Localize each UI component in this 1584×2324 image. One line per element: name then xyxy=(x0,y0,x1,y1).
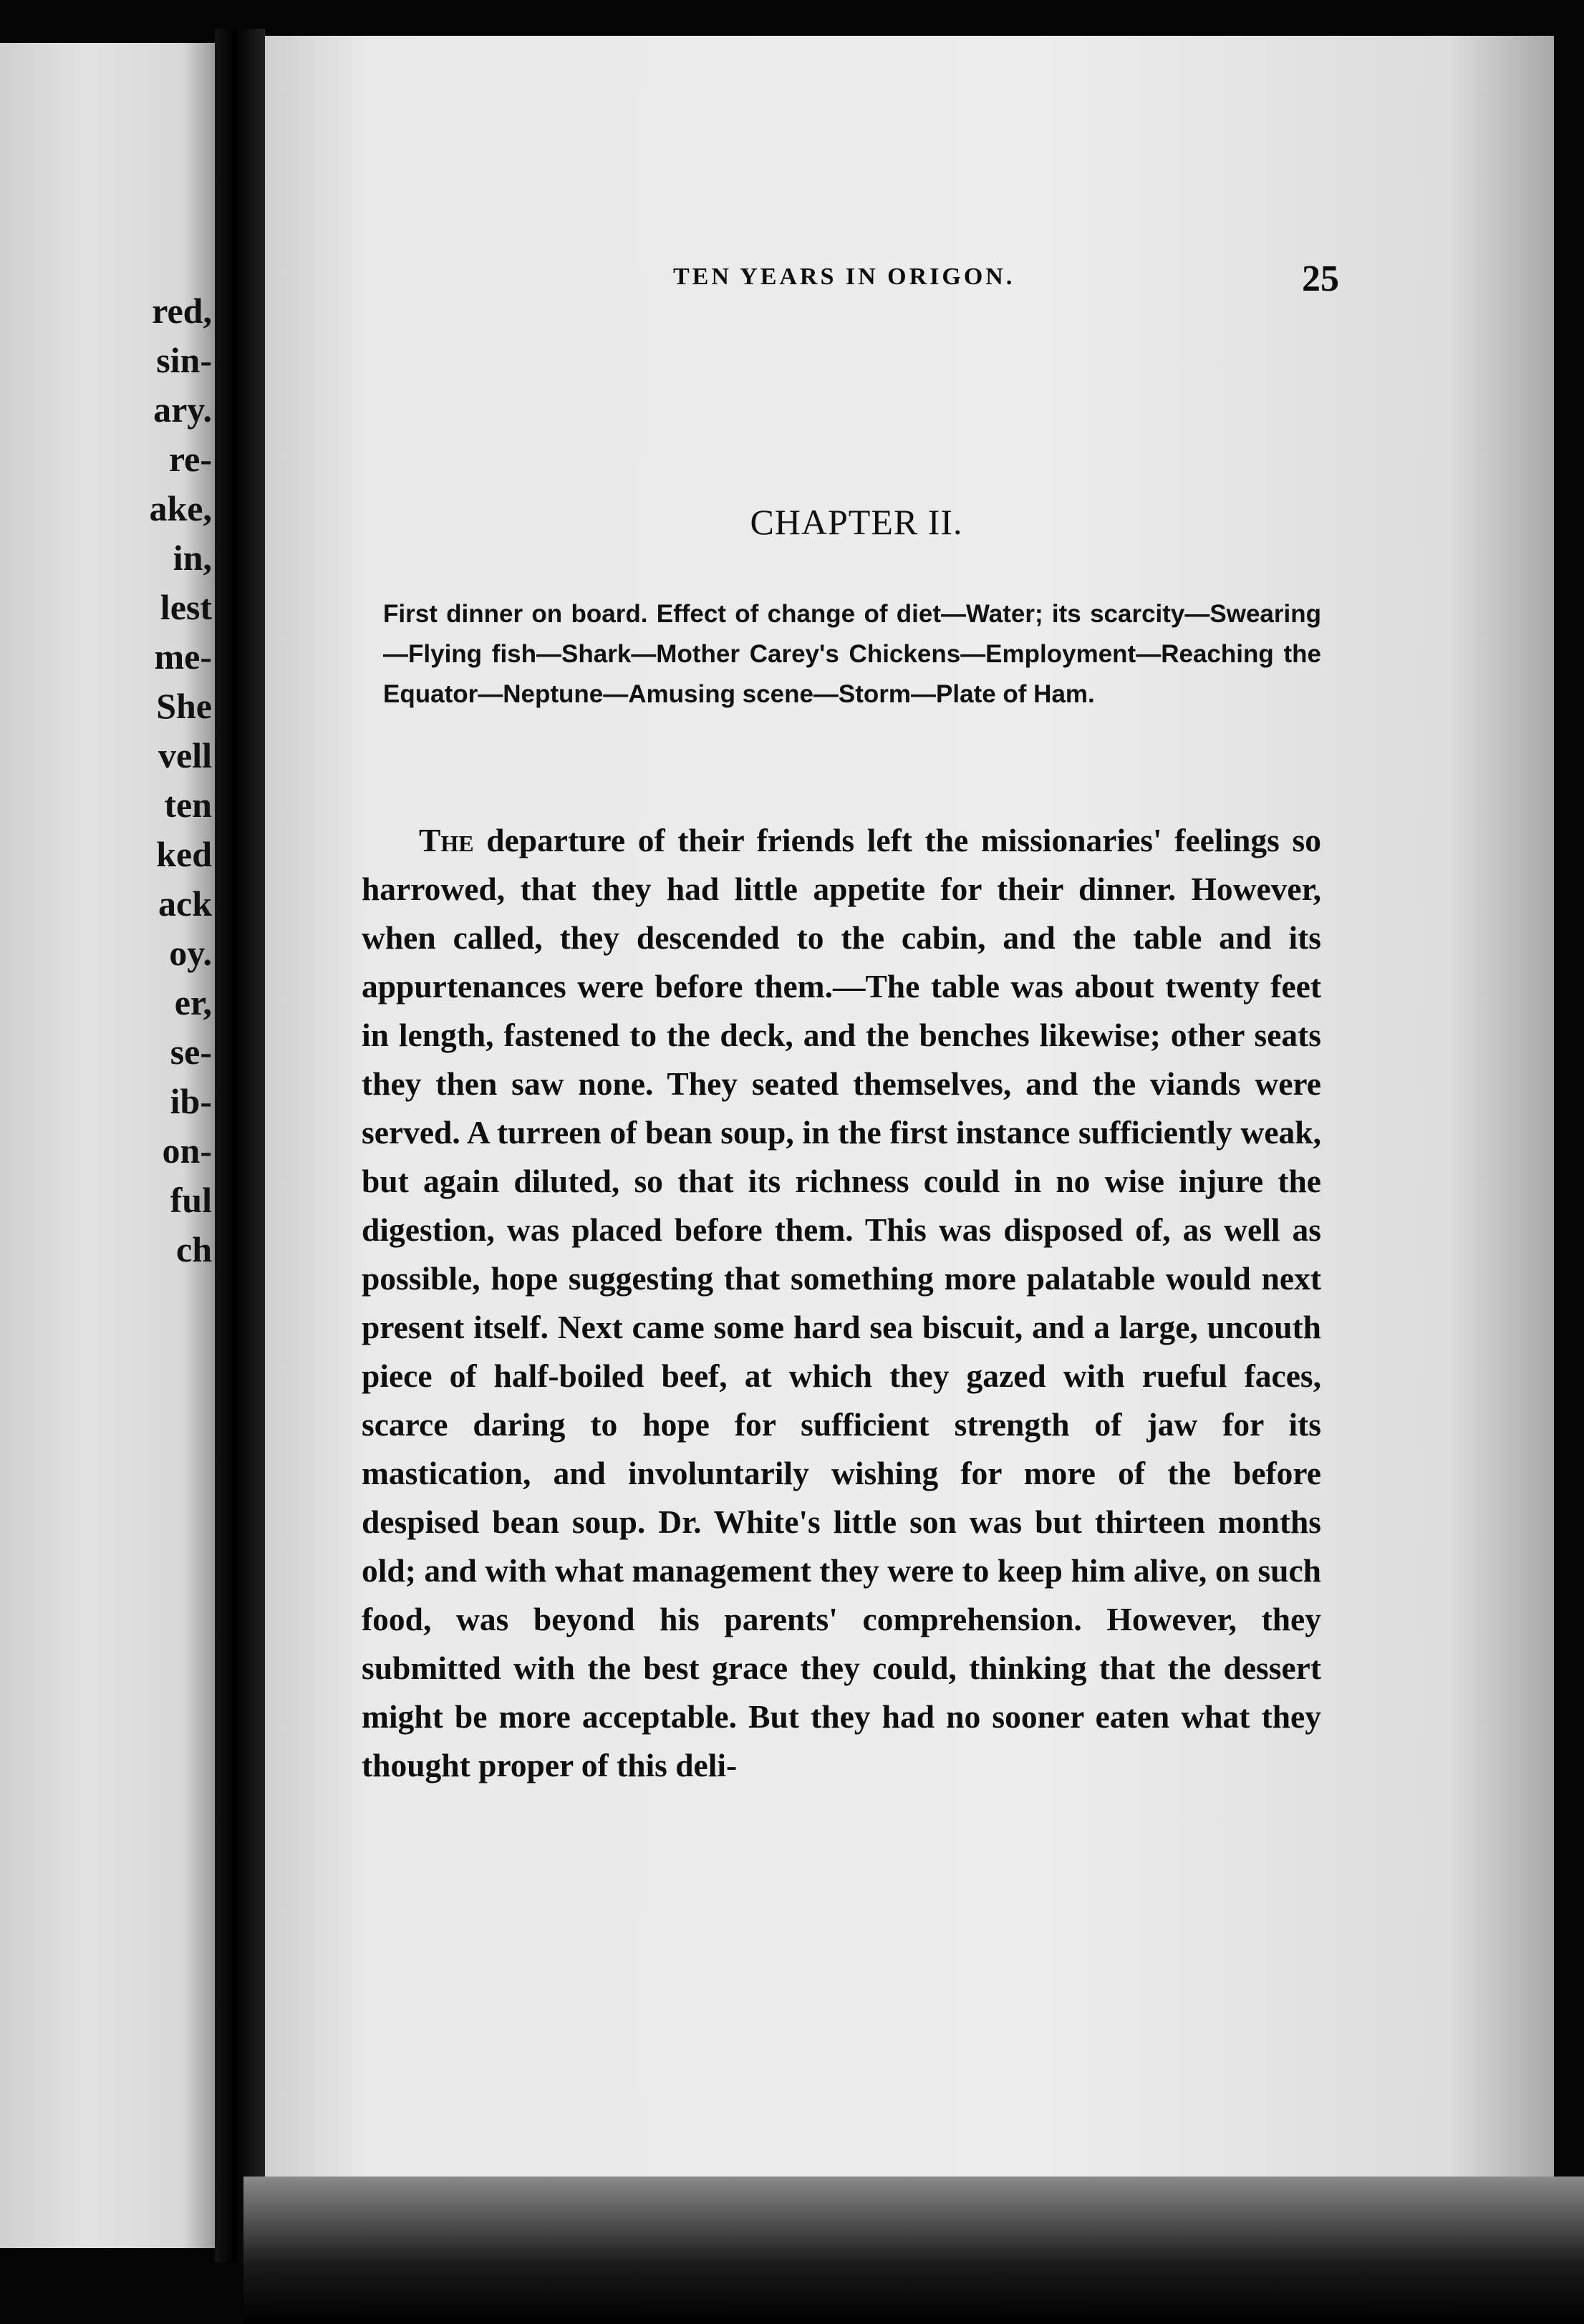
left-fragment-line: lest xyxy=(160,587,212,627)
page-number: 25 xyxy=(1302,258,1339,299)
left-fragment-line: re- xyxy=(168,439,212,479)
chapter-synopsis: First dinner on board. Effect of change of diet—Water; its scarcity—Swearing—Flying fish—Shark—Mother Carey's Chickens—Employment—Reaching the Equator—Neptune—Amusing scene—Storm—Plate of Ham. xyxy=(383,600,1321,708)
left-fragment-line: ten xyxy=(164,785,212,825)
left-fragment-line: in, xyxy=(173,538,212,578)
left-fragment-line: ked xyxy=(156,834,212,874)
left-fragment-line: er, xyxy=(174,982,212,1022)
left-fragment-line: red, xyxy=(152,291,212,331)
running-title: TEN YEARS IN ORIGON. xyxy=(673,263,1015,290)
opening-word: The xyxy=(419,822,474,858)
left-fragment-line: sin- xyxy=(156,340,212,380)
left-fragment-line: ake, xyxy=(149,488,212,528)
page-bottom-edge xyxy=(243,2177,1584,2324)
left-fragment-line: ful xyxy=(170,1180,212,1220)
left-fragment-line: oy. xyxy=(169,933,212,973)
left-fragment-line: vell xyxy=(158,735,212,775)
book-gutter xyxy=(215,29,265,2262)
left-fragment-line: ack xyxy=(158,883,212,924)
chapter-title: CHAPTER II. xyxy=(750,502,963,542)
left-fragment-line: se- xyxy=(170,1032,212,1072)
left-facing-page xyxy=(0,43,215,2248)
body-paragraph xyxy=(362,816,1321,1790)
left-fragment-line: ary. xyxy=(153,389,212,430)
left-fragment-line: ib- xyxy=(170,1081,212,1121)
left-fragment-line: me- xyxy=(154,636,212,677)
left-fragment-line: on- xyxy=(162,1130,212,1171)
left-page-text-fragments xyxy=(150,286,213,1274)
left-fragment-line: ch xyxy=(176,1229,212,1269)
body-text: departure of their friends left the missionaries' feelings so harrowed, that they had little appetite for their dinner. However, when called, they descended to the cabin, and the table and its appurtenances were before them.—The table was about twenty feet in length, fastened to the deck, and the benches likewise; other seats they then saw none. They seated themselves, and the viands were served. A turreen of bean soup, in the first instance sufficiently weak, but again diluted, so that its richness could in no wise injure the digestion, was placed before them. This was disposed of, as well as possible, hope suggesting that something more palatable would next present itself. Next came some hard sea biscuit, and a large, uncouth piece of half-boiled beef, at which they gazed with rueful faces, scarce daring to hope for sufficient strength of jaw for its mastication, and involuntarily wishing for more of the before despised bean soup. Dr. White's little son was but thirteen months old; and with what management they were to keep him alive, on such food, was beyond his parents' comprehension. However, they submitted with the best grace they could, thinking that the dessert might be more acceptable. But they had no sooner eaten what they thought proper of this deli- xyxy=(362,822,1321,1783)
left-fragment-line: She xyxy=(156,686,212,726)
